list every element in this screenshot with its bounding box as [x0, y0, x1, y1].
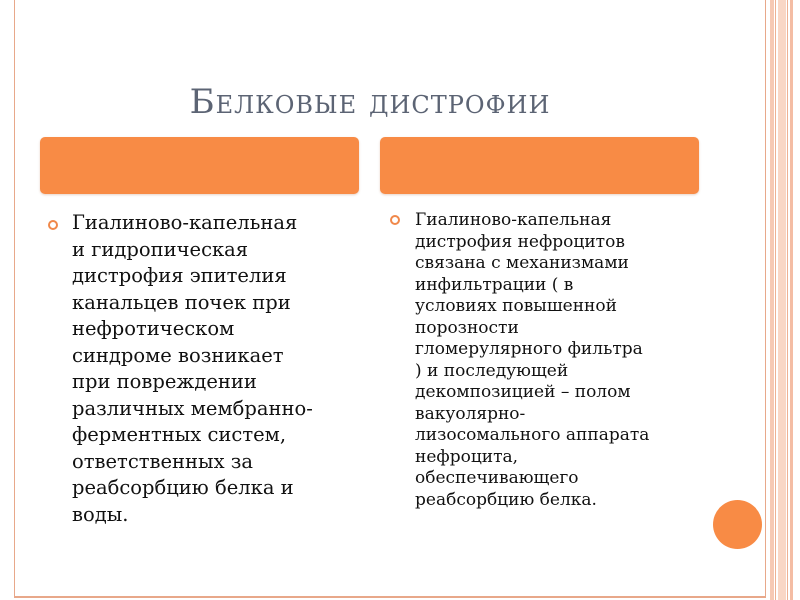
left-column-header-bar [40, 137, 359, 194]
bullet-icon [48, 220, 58, 230]
right-decorative-stripe [778, 0, 786, 600]
left-bullet-text: Гиалиново-капельная и гидропическая дистрофия эпителия канальцев почек при нефротическом синдроме возникает при повреждении различных мембранно- ферментных систем, ответственных за реабсорбцию белка и воды. [72, 211, 313, 526]
right-decorative-stripe [790, 0, 793, 600]
bullet-icon [390, 215, 400, 225]
right-column-text [415, 210, 705, 511]
right-decorative-line [775, 0, 776, 600]
right-column-header-bar [380, 137, 699, 194]
decorative-orange-circle [713, 500, 762, 549]
left-column-text [72, 210, 352, 528]
right-bullet-text: Гиалиново-капельная дистрофия нефроцитов связана с механизмами инфильтрации ( в условиях повышенной порозности гломерулярного фильтра ) и последующей декомпозицией – полом вакуолярно- лизосомального аппарата нефроцита, обеспечивающего реабсорбцию белка. [415, 210, 650, 510]
slide-title: Белковые дистрофии [189, 82, 551, 122]
right-decorative-line [787, 0, 788, 600]
right-decorative-stripe [770, 0, 774, 600]
